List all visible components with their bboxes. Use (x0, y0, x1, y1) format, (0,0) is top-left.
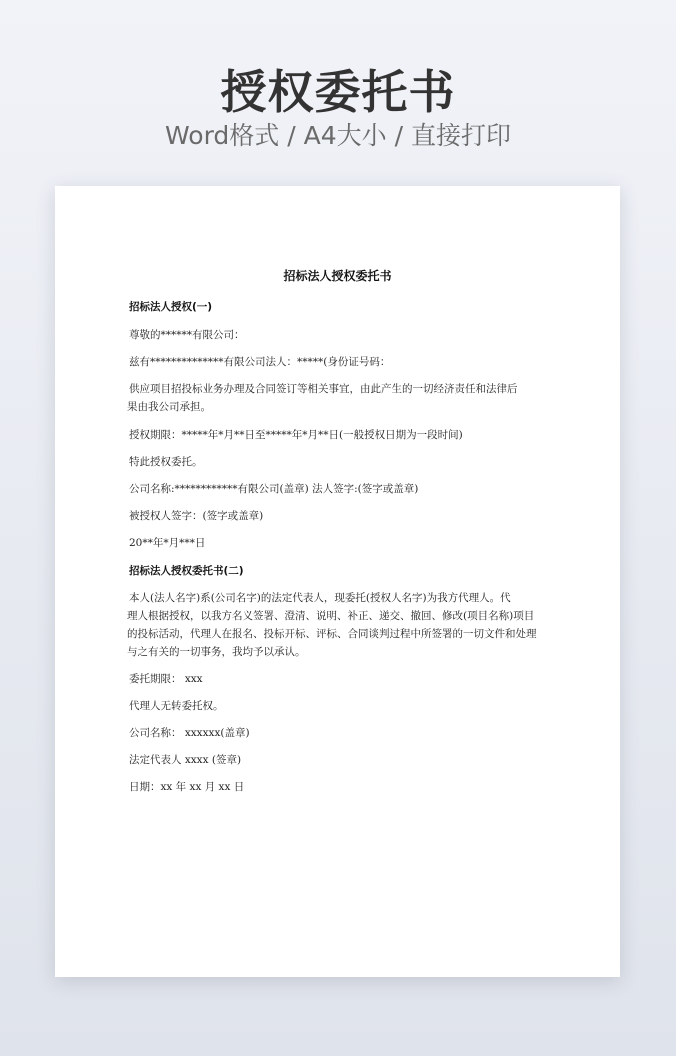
document-title: 招标法人授权委托书 (283, 269, 392, 283)
section2-body-line: 与之有关的一切事务，我均予以承认。 (127, 646, 306, 658)
hero-title: 授权委托书 (220, 65, 456, 119)
body-line: 供应项目招投标业务办理及合同签订等相关事宜，由此产生的一切经济责任和法律后 (129, 383, 518, 395)
legal-representative: 法定代表人 xxxx (签章) (129, 754, 242, 766)
section2-body-line: 理人根据授权，以我方名义签署、澄清、说明、补正、递交、撤回、修改(项目名称)项目 (127, 610, 535, 622)
special-authorization: 特此授权委托。 (129, 456, 203, 468)
hero-subtitle: Word格式 / A4大小 / 直接打印 (165, 121, 511, 150)
agent-signature: 被授权人签字：(签字或盖章) (129, 510, 264, 522)
entrust-period: 委托期限： xxx (129, 673, 203, 685)
authorization-intro: 兹有**************有限公司法人：*****(身份证号码： (129, 356, 391, 368)
section2-company: 公司名称： xxxxxx(盖章) (129, 727, 250, 739)
authorization-body (129, 380, 549, 398)
section1-heading: 招标法人授权(一) (129, 301, 213, 313)
body-line-continuation: 果由我公司承担。 (127, 401, 211, 413)
section2-body-line: 的投标活动，代理人在报名、投标开标、评标、合同谈判过程中所签署的一切文件和处理 (127, 628, 537, 640)
authorization-period: 授权期限：*****年*月**日至*****年*月**日(一般授权日期为一段时间) (129, 429, 463, 441)
section2-body-line: 本人(法人名字)系(公司名字)的法定代表人，现委托(授权人名字)为我方代理人。代 (129, 592, 511, 604)
section2-heading: 招标法人授权委托书(二) (129, 565, 244, 577)
document-page (55, 186, 620, 977)
salutation: 尊敬的******有限公司： (129, 329, 245, 341)
section2-date: 日期：xx 年 xx 月 xx 日 (129, 781, 245, 793)
section1-date: 20**年*月***日 (129, 537, 206, 549)
company-signature: 公司名称:************有限公司(盖章) 法人签字:(签字或盖章) (129, 483, 419, 495)
no-sub-delegation: 代理人无转委托权。 (129, 700, 224, 712)
